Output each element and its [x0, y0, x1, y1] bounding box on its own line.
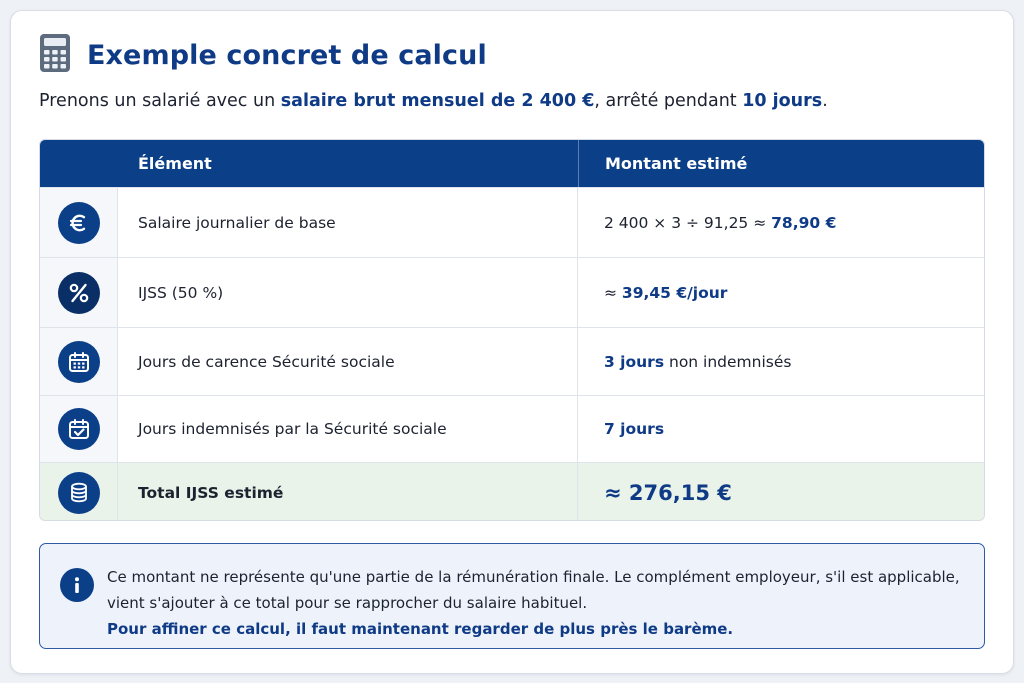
intro-suffix: .	[822, 91, 828, 111]
table-row-total	[40, 462, 984, 521]
row-icon-cell	[40, 396, 118, 462]
row-icon-cell	[40, 328, 118, 395]
info-strong: Pour affiner ce calcul, il faut maintenant regarder de plus près le barème.	[107, 620, 734, 638]
table-row	[40, 257, 984, 327]
row-amount	[578, 463, 984, 521]
row-label: Jours de carence Sécurité sociale	[118, 328, 578, 395]
info-icon	[60, 568, 94, 602]
row-label: IJSS (50 %)	[118, 258, 578, 327]
row-amount	[578, 328, 984, 395]
table-row	[40, 395, 984, 462]
amount-suffix: non indemnisés	[664, 352, 792, 371]
amount-prefix: ≈	[604, 283, 622, 302]
table-row	[40, 327, 984, 395]
row-label: Jours indemnisés par la Sécurité sociale	[118, 396, 578, 462]
row-icon-cell	[40, 188, 118, 257]
header-icon-column	[40, 140, 118, 187]
title-row	[39, 33, 487, 77]
row-amount	[578, 396, 984, 462]
calculation-example-card	[10, 10, 1014, 674]
calculation-table	[39, 139, 985, 521]
column-header-element: Élément	[138, 154, 212, 173]
info-body: Ce montant ne représente qu'une partie de la rémunération finale. Le complément employeur, s'il est applicable, vient s'ajouter à ce total pour se rapprocher du salaire habituel.	[107, 568, 960, 612]
amount-value: 3 jours	[604, 352, 665, 371]
row-icon-cell	[40, 463, 118, 521]
coins-icon	[58, 472, 100, 514]
intro-prefix: Prenons un salarié avec un	[39, 91, 281, 111]
info-box	[39, 543, 985, 649]
info-text	[107, 564, 967, 642]
calculator-icon	[39, 33, 71, 77]
row-label: Salaire journalier de base	[118, 188, 578, 257]
amount-value: ≈ 276,15 €	[604, 480, 732, 505]
table-row	[40, 187, 984, 257]
amount-value: 78,90 €	[771, 213, 837, 232]
row-amount	[578, 188, 984, 257]
row-label: Total IJSS estimé	[118, 463, 578, 521]
calendar-check-icon	[58, 408, 100, 450]
intro-days: 10 jours	[742, 91, 823, 111]
row-icon-cell	[40, 258, 118, 327]
amount-value: 39,45 €/jour	[621, 283, 728, 302]
page-title: Exemple concret de calcul	[87, 39, 487, 71]
amount-value: 7 jours	[604, 420, 665, 438]
intro-text	[39, 91, 828, 111]
table-header	[40, 140, 984, 187]
amount-prefix: 2 400 × 3 ÷ 91,25 ≈	[604, 213, 772, 232]
intro-salary: salaire brut mensuel de 2 400 €	[280, 91, 595, 111]
intro-middle: , arrêté pendant	[594, 91, 743, 111]
calendar-icon	[58, 341, 100, 383]
percent-icon	[58, 272, 100, 314]
row-amount	[578, 258, 984, 327]
euro-icon	[58, 202, 100, 244]
column-header-amount: Montant estimé	[578, 140, 984, 187]
